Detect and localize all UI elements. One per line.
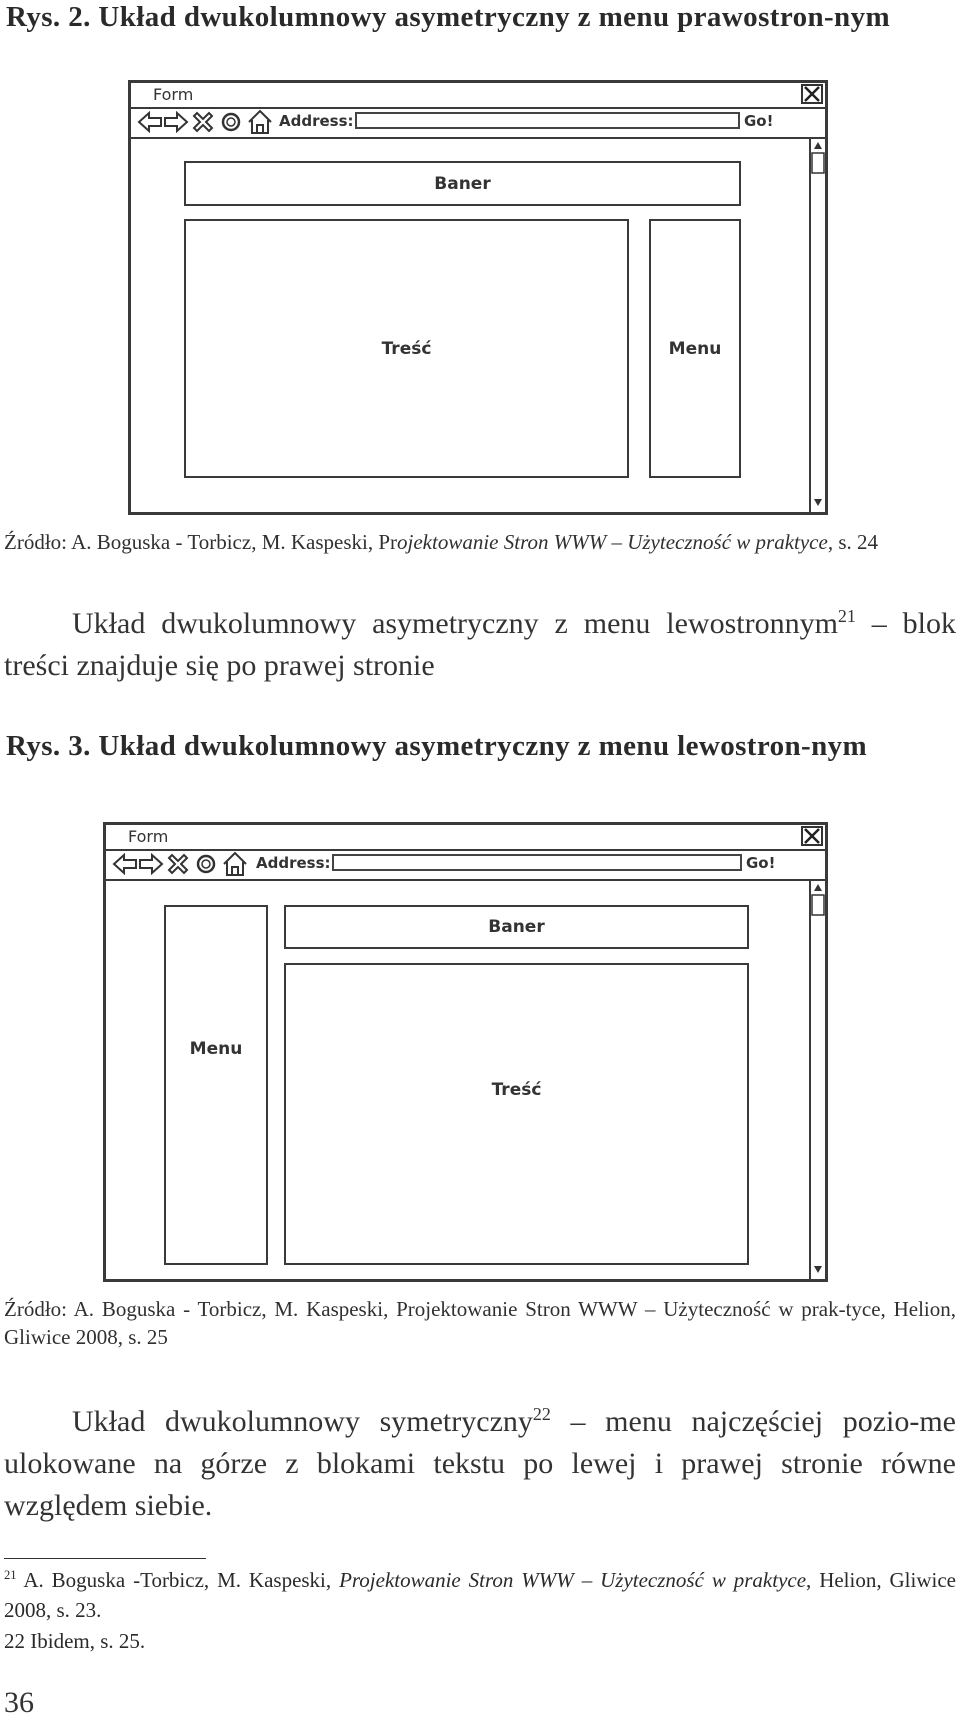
banner-block bbox=[184, 161, 741, 206]
content-label: Treść bbox=[381, 338, 432, 359]
footnote-22: 22 Ibidem, s. 25. bbox=[4, 1629, 146, 1653]
figure-3-title: Rys. 3. Układ dwukolumnowy asymetryczny z menu lewostron-nym bbox=[6, 730, 868, 762]
browser-wireframe-fig3 bbox=[103, 822, 828, 1282]
window-title: Form bbox=[128, 827, 169, 846]
go-button-label: Go! bbox=[744, 112, 774, 130]
menu-label: Menu bbox=[189, 1039, 243, 1060]
forward-arrow-icon bbox=[163, 111, 189, 133]
window-title: Form bbox=[153, 85, 194, 104]
forward-arrow-icon bbox=[138, 853, 164, 875]
window-titlebar bbox=[106, 825, 825, 851]
address-bar bbox=[355, 112, 740, 129]
address-bar bbox=[332, 854, 742, 871]
scrollbar bbox=[809, 881, 825, 1279]
refresh-icon bbox=[194, 852, 218, 876]
source-page: , s. 24 bbox=[827, 530, 878, 554]
paragraph-text-continued: – blok treści znajduje się po prawej stronie bbox=[4, 607, 956, 682]
back-arrow-icon bbox=[112, 853, 138, 875]
menu-label: Menu bbox=[668, 338, 722, 359]
banner-block bbox=[284, 905, 749, 949]
paragraph-text: Układ dwukolumnowy asymetryczny z menu lewostronnym bbox=[72, 607, 838, 640]
footnote-publisher: , Helion, Gliwice 2008, s. 23. bbox=[4, 1568, 956, 1622]
paragraph-text: Układ dwukolumnowy symetryczny bbox=[72, 1405, 533, 1438]
browser-wireframe-fig2 bbox=[128, 80, 828, 515]
paragraph-2 bbox=[4, 1401, 956, 1527]
banner-label: Baner bbox=[434, 173, 491, 194]
paragraph-1 bbox=[4, 603, 956, 687]
page-number: 36 bbox=[4, 1686, 34, 1719]
footnote-ref-22[interactable]: 22 bbox=[532, 1404, 551, 1424]
window-titlebar bbox=[131, 83, 825, 109]
figure-2-source bbox=[4, 528, 956, 556]
address-label: Address: bbox=[279, 112, 354, 130]
content-block bbox=[284, 963, 749, 1265]
footnote-ref-21[interactable]: 21 bbox=[837, 606, 856, 626]
address-label: Address: bbox=[256, 854, 331, 872]
paragraph-text-continued: – menu najczęściej pozio-me ulokowane na górze z blokami tekstu po lewej i prawej stronie równe względem siebie. bbox=[4, 1405, 956, 1522]
menu-block bbox=[649, 219, 741, 478]
source-text: Źródło: A. Boguska - Torbicz, M. Kaspeski, Pr bbox=[4, 530, 398, 554]
scrollbar bbox=[809, 139, 825, 512]
back-arrow-icon bbox=[137, 111, 163, 133]
footnote-text: A. Boguska -Torbicz, M. Kaspeski, bbox=[16, 1568, 340, 1592]
menu-block bbox=[164, 905, 268, 1265]
footnote-title-italic: Projektowanie Stron WWW – Użyteczność w praktyce bbox=[339, 1568, 807, 1592]
source-title-italic: ojektowanie Stron WWW – Użyteczność w praktyce bbox=[397, 530, 828, 554]
window-toolbar bbox=[131, 107, 825, 139]
content-label: Treść bbox=[491, 1080, 542, 1101]
close-icon bbox=[801, 84, 823, 104]
go-button-label: Go! bbox=[746, 854, 776, 872]
window-toolbar bbox=[106, 849, 825, 881]
figure-2-title: Rys. 2. Układ dwukolumnowy asymetryczny z menu prawostron-nym bbox=[6, 1, 891, 33]
stop-icon bbox=[166, 852, 190, 876]
home-icon bbox=[222, 851, 248, 877]
content-block bbox=[184, 219, 629, 478]
banner-label: Baner bbox=[488, 917, 545, 937]
footnote-21 bbox=[4, 1565, 956, 1625]
footnote-separator bbox=[4, 1558, 206, 1559]
figure-3-source: Źródło: A. Boguska - Torbicz, M. Kaspeski, Projektowanie Stron WWW – Użyteczność w prak-tyce, Helion, Gliwice 2008, s. 25 bbox=[4, 1297, 956, 1349]
close-icon bbox=[801, 826, 823, 846]
stop-icon bbox=[191, 110, 215, 134]
footnote-number: 21 bbox=[4, 1568, 17, 1582]
home-icon bbox=[247, 109, 273, 135]
refresh-icon bbox=[219, 110, 243, 134]
